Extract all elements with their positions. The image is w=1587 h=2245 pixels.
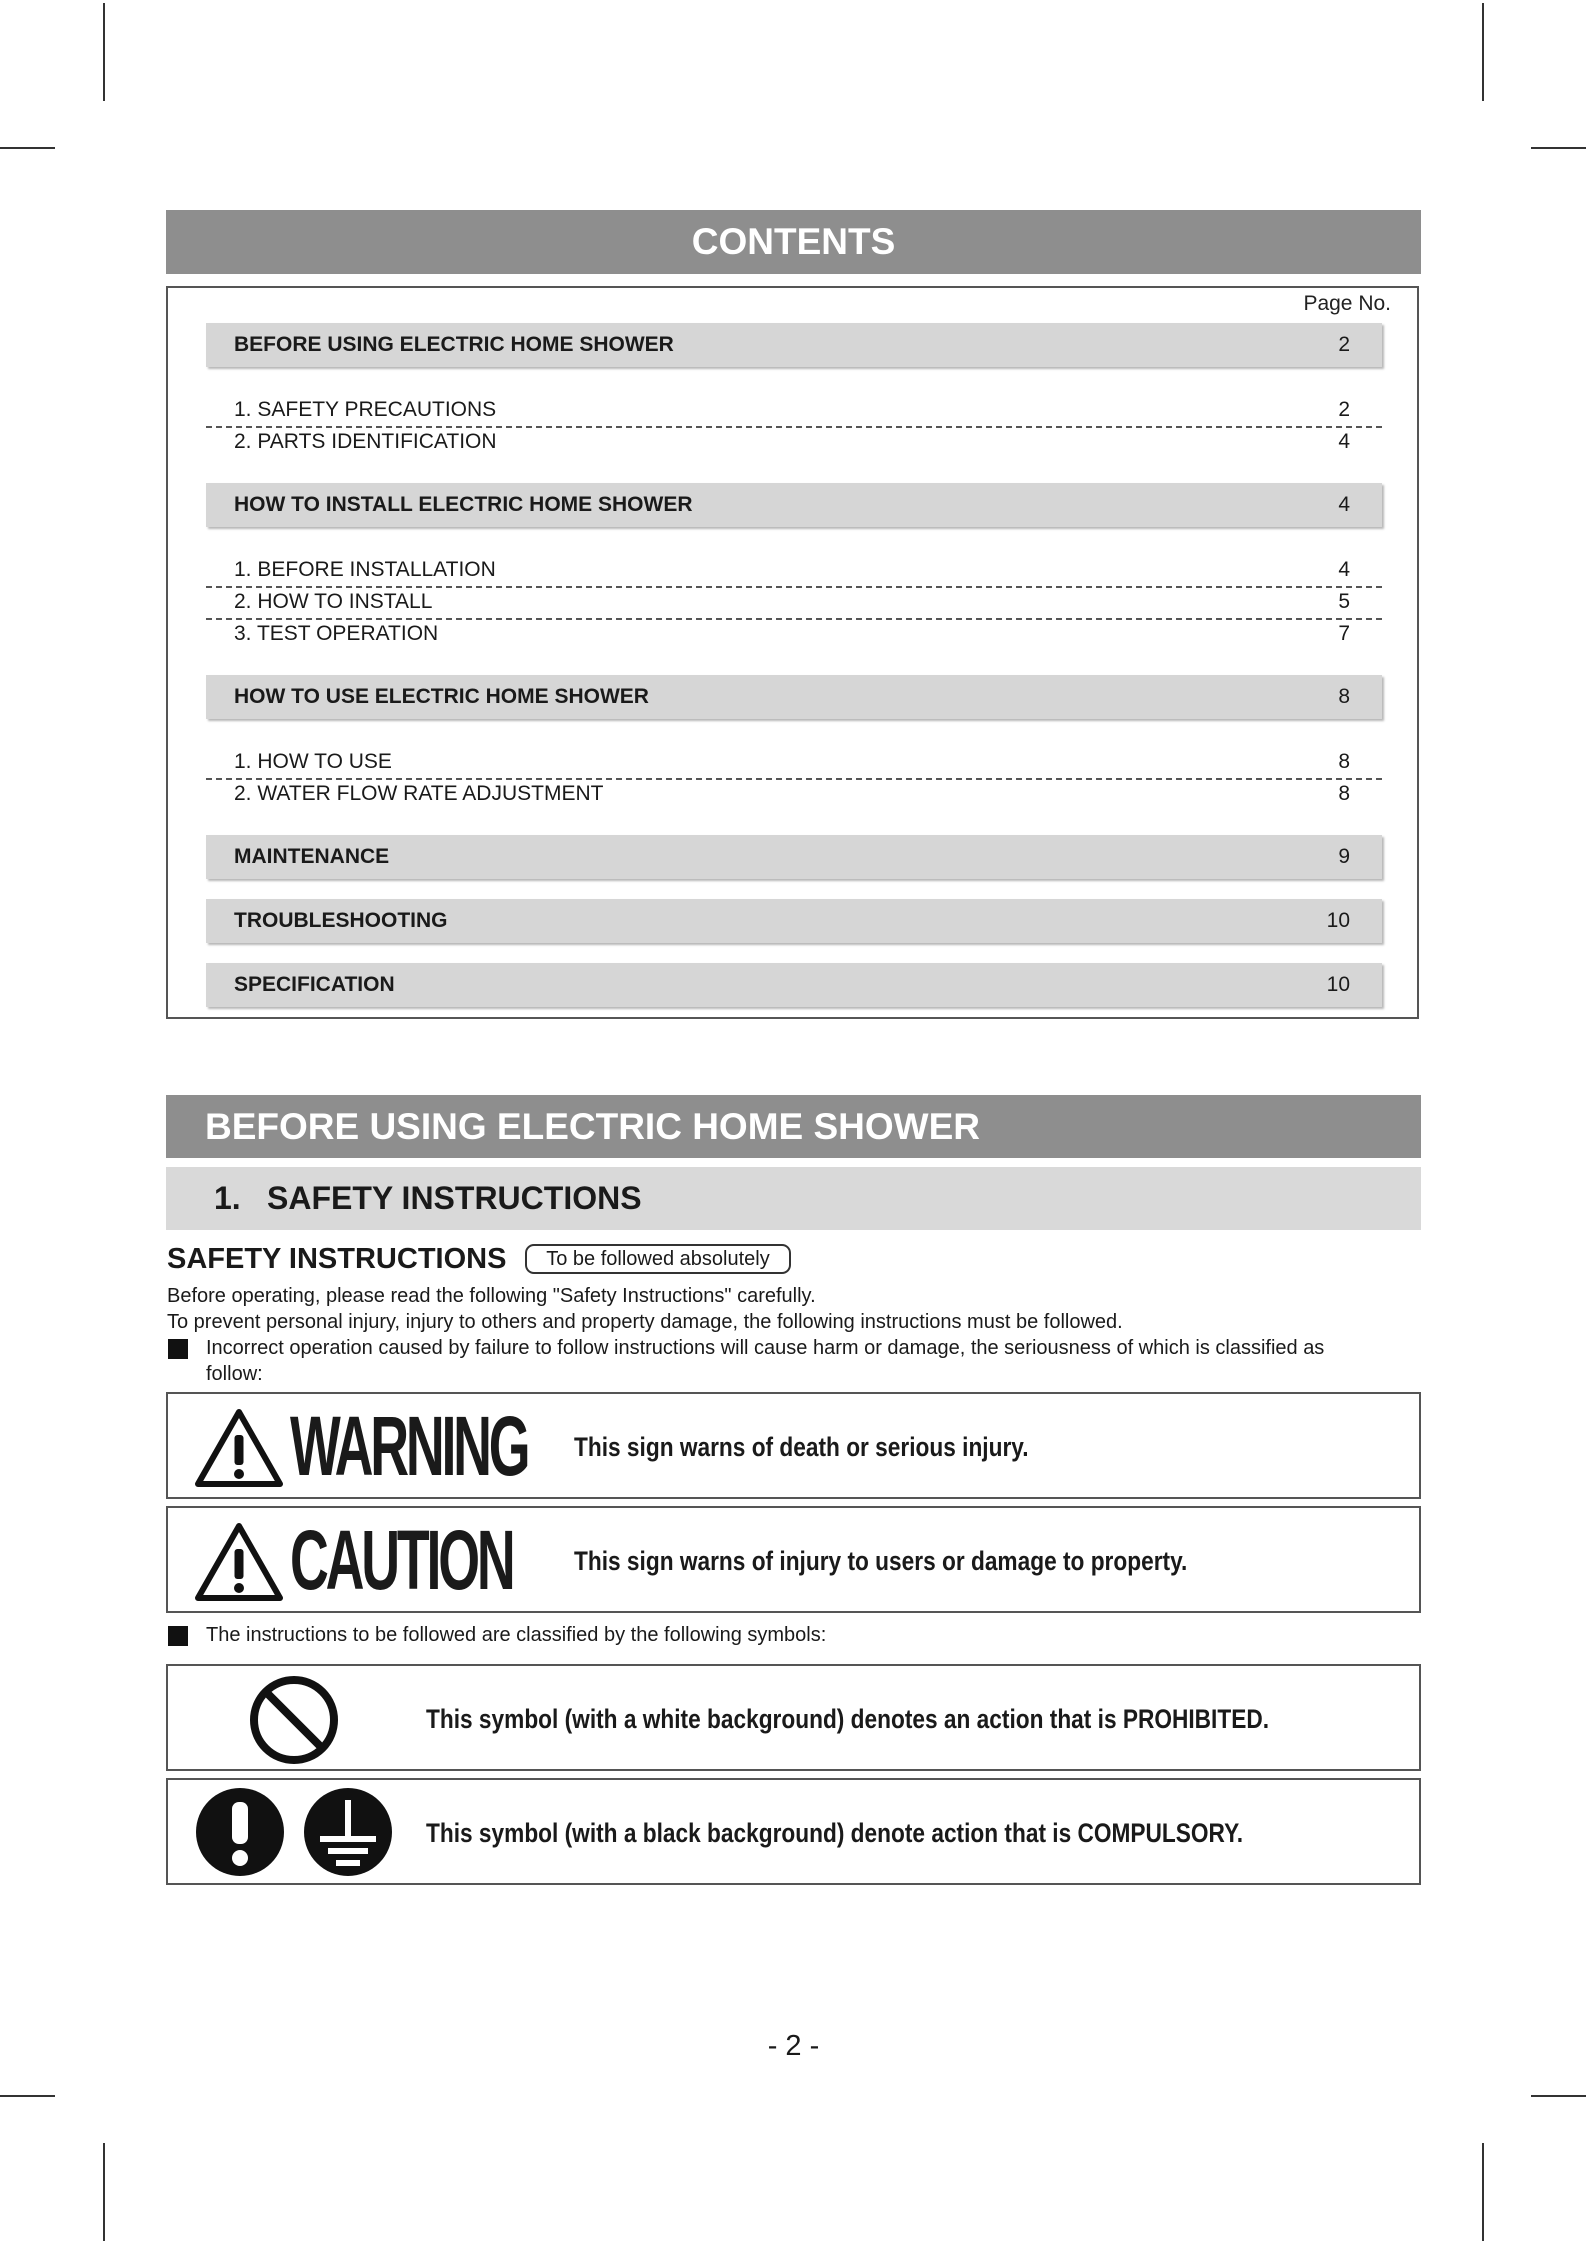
contents-title: CONTENTS	[166, 210, 1421, 274]
toc-item-title: 1. BEFORE INSTALLATION	[234, 558, 496, 581]
section-banner	[166, 1095, 1421, 1158]
page-no-label: Page No.	[1303, 292, 1391, 315]
ground-icon	[302, 1786, 394, 1878]
contents-table	[166, 286, 1419, 1019]
toc-section-page: 8	[1338, 685, 1350, 708]
toc-section-specification[interactable]	[206, 963, 1382, 1007]
toc-item-title: 1. HOW TO USE	[234, 750, 392, 773]
toc-item-page: 2	[1338, 398, 1350, 421]
toc-item-page: 5	[1338, 590, 1350, 613]
intro-paragraph: Before operating, please read the following "Safety Instructions" carefully.	[167, 1285, 816, 1307]
caution-label: CAUTION	[290, 1513, 513, 1607]
warning-label: WARNING	[290, 1399, 528, 1493]
toc-section-title: HOW TO INSTALL ELECTRIC HOME SHOWER	[234, 493, 693, 516]
toc-section-before-using[interactable]	[206, 323, 1382, 367]
compulsory-symbol-box	[166, 1778, 1421, 1885]
crop-mark	[0, 147, 55, 149]
crop-mark	[103, 2143, 105, 2241]
toc-item-title: 3. TEST OPERATION	[234, 622, 439, 645]
warning-triangle-icon	[194, 1408, 284, 1488]
toc-section-page: 2	[1338, 333, 1350, 356]
toc-section-title: MAINTENANCE	[234, 845, 390, 868]
toc-item-page: 4	[1338, 430, 1350, 453]
subsection-bar	[166, 1167, 1421, 1230]
toc-item-title: 2. WATER FLOW RATE ADJUSTMENT	[234, 782, 604, 805]
prohibited-icon	[248, 1674, 340, 1766]
toc-section-how-to-use[interactable]	[206, 675, 1382, 719]
toc-section-page: 10	[1326, 973, 1350, 996]
caution-description: This sign warns of injury to users or damage to property.	[574, 1546, 1188, 1576]
crop-mark	[0, 2095, 55, 2097]
toc-item[interactable]	[206, 554, 1382, 586]
prohibited-symbol-box	[166, 1664, 1421, 1771]
prohibited-description: This symbol (with a white background) denotes an action that is PROHIBITED.	[426, 1704, 1270, 1734]
toc-section-title: TROUBLESHOOTING	[234, 909, 448, 932]
bullet-text: follow:	[206, 1363, 263, 1385]
toc-section-maintenance[interactable]	[206, 835, 1382, 879]
toc-item[interactable]	[206, 618, 1382, 650]
crop-mark	[103, 3, 105, 101]
toc-section-page: 10	[1326, 909, 1350, 932]
section-banner-title: BEFORE USING ELECTRIC HOME SHOWER	[205, 1106, 980, 1147]
toc-section-title: SPECIFICATION	[234, 973, 395, 996]
toc-item[interactable]	[206, 586, 1382, 618]
toc-item[interactable]	[206, 394, 1382, 426]
exclamation-icon	[194, 1786, 286, 1878]
warning-triangle-icon	[194, 1522, 284, 1602]
toc-section-title: BEFORE USING ELECTRIC HOME SHOWER	[234, 333, 674, 356]
bullet-square	[168, 1626, 188, 1646]
bullet-text: The instructions to be followed are classified by the following symbols:	[206, 1624, 827, 1646]
compulsory-description: This symbol (with a black background) denote action that is COMPULSORY.	[426, 1818, 1244, 1848]
toc-item-title: 2. HOW TO INSTALL	[234, 590, 433, 613]
page-number: - 2 -	[767, 2030, 820, 2062]
toc-section-troubleshooting[interactable]	[206, 899, 1382, 943]
bullet-text: Incorrect operation caused by failure to follow instructions will cause harm or damage, the seriousness of which is classified as	[206, 1337, 1325, 1359]
caution-sign-box	[166, 1506, 1421, 1613]
toc-section-how-to-install[interactable]	[206, 483, 1382, 527]
crop-mark	[1482, 3, 1484, 101]
crop-mark	[1531, 147, 1586, 149]
toc-section-title: HOW TO USE ELECTRIC HOME SHOWER	[234, 685, 649, 708]
toc-item-page: 7	[1338, 622, 1350, 645]
warning-description: This sign warns of death or serious injury.	[574, 1432, 1029, 1462]
followed-absolutely-badge: To be followed absolutely	[525, 1244, 791, 1274]
crop-mark	[1531, 2095, 1586, 2097]
toc-item-title: 2. PARTS IDENTIFICATION	[234, 430, 497, 453]
toc-item-title: 1. SAFETY PRECAUTIONS	[234, 398, 497, 421]
subsection-number: 1.	[214, 1180, 241, 1216]
subsection-title: SAFETY INSTRUCTIONS	[267, 1180, 642, 1216]
toc-section-page: 9	[1338, 845, 1350, 868]
crop-mark	[1482, 2143, 1484, 2241]
toc-item[interactable]	[206, 778, 1382, 810]
warning-sign-box	[166, 1392, 1421, 1499]
toc-section-page: 4	[1338, 493, 1350, 516]
toc-item-page: 8	[1338, 782, 1350, 805]
toc-item[interactable]	[206, 426, 1382, 458]
toc-item[interactable]	[206, 746, 1382, 778]
safety-instructions-heading: SAFETY INSTRUCTIONS	[167, 1243, 507, 1275]
toc-item-page: 8	[1338, 750, 1350, 773]
toc-item-page: 4	[1338, 558, 1350, 581]
bullet-square	[168, 1339, 188, 1359]
intro-paragraph: To prevent personal injury, injury to others and property damage, the following instructions must be followed.	[167, 1311, 1123, 1333]
